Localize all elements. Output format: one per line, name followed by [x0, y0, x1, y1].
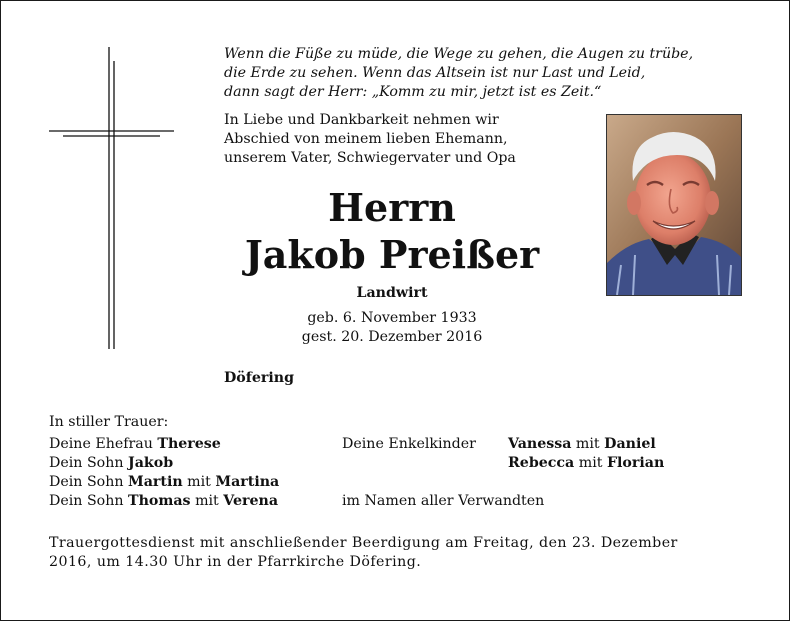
grandchild-partner: Daniel — [604, 436, 656, 452]
poem — [224, 45, 693, 102]
mourner-name: Martin — [128, 474, 183, 490]
grandchild-connector: mit — [578, 455, 603, 471]
portrait-photo — [606, 114, 742, 296]
mourner-row — [49, 473, 279, 492]
grandchild-row — [508, 435, 656, 454]
mourner-relation: Dein Sohn — [49, 455, 124, 471]
place-name: Döfering — [224, 370, 294, 386]
poem-line: Wenn die Füße zu müde, die Wege zu gehen, die Augen zu trübe, — [224, 46, 694, 62]
poem-line: die Erde zu sehen. Wenn das Altsein ist nur Last und Leid, — [224, 65, 646, 81]
mourner-name: Thomas — [128, 493, 191, 509]
relatives-line: im Namen aller Verwandten — [342, 493, 545, 509]
grandchild-connector: mit — [575, 436, 600, 452]
mourner-partner: Verena — [223, 493, 279, 509]
mourner-relation: Dein Sohn — [49, 493, 124, 509]
mourner-relation: Deine Ehefrau — [49, 436, 153, 452]
intro-line: In Liebe und Dankbarkeit nehmen wir — [224, 112, 499, 128]
mourner-relation: Dein Sohn — [49, 474, 124, 490]
mourner-row — [49, 454, 173, 473]
grandchild-name: Vanessa — [508, 436, 572, 452]
mourner-connector: mit — [195, 493, 219, 509]
honorific: Herrn — [328, 185, 456, 230]
mourner-row — [49, 435, 221, 454]
deceased-name: Jakob Preißer — [244, 232, 540, 277]
intro-line: unserem Vater, Schwiegervater und Opa — [224, 150, 516, 166]
intro-line: Abschied von meinem lieben Ehemann, — [224, 131, 508, 147]
mourner-name: Jakob — [128, 455, 174, 471]
cross-icon — [49, 47, 174, 349]
occupation: Landwirt — [356, 285, 428, 301]
grandchild-row — [508, 454, 664, 473]
intro-text — [224, 111, 516, 168]
mourner-partner: Martina — [215, 474, 280, 490]
mourner-connector: mit — [187, 474, 211, 490]
service-info — [49, 534, 678, 572]
grandchildren-label: Deine Enkelkinder — [342, 436, 476, 452]
death-date: gest. 20. Dezember 2016 — [301, 329, 483, 345]
grandchild-partner: Florian — [606, 455, 665, 471]
birth-date: geb. 6. November 1933 — [307, 310, 477, 326]
poem-line: dann sagt der Herr: „Komm zu mir, jetzt ist es Zeit.“ — [224, 84, 602, 100]
service-line: Trauergottesdienst mit anschließender Beerdigung am Freitag, den 23. Dezember — [49, 535, 678, 551]
portrait-illustration — [607, 115, 741, 295]
grandchild-name: Rebecca — [508, 455, 575, 471]
mourner-row — [49, 492, 278, 511]
mourners-heading: In stiller Trauer: — [49, 414, 169, 430]
service-line: 2016, um 14.30 Uhr in der Pfarrkirche Döfering. — [49, 554, 422, 570]
mourner-name: Therese — [157, 436, 221, 452]
